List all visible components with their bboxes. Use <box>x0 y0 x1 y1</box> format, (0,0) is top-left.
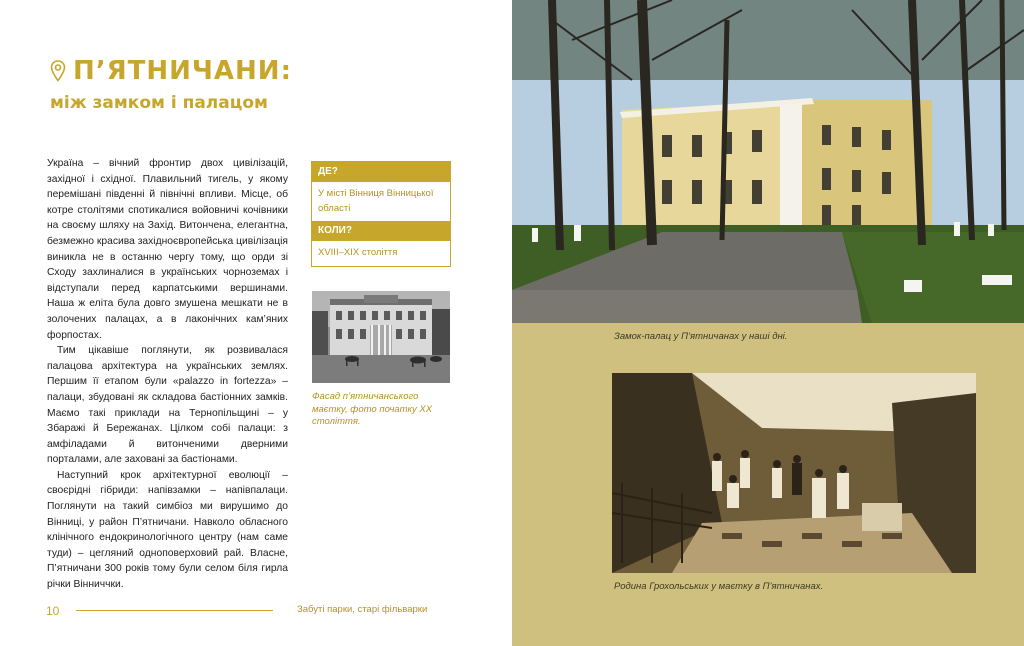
page-subtitle: між замком і палацом <box>50 93 268 113</box>
paragraph: Тим цікавіше поглянути, як розвивалася палацова архітектура на українських землях. Першим її етапом були «palazzo in fortezza» – палаци, збудовані як складова бастіонних замків. Маємо такі приклади на Тернопільщині – у Збаражі й Бережанах. Цілком собі палаци: з амфіладами й витонченими дверними порталами, але заховані за бастіонами. <box>47 345 288 466</box>
footer-divider <box>76 610 273 611</box>
book-title: Забуті парки, старі фільварки <box>297 604 428 615</box>
location-pin-icon <box>50 60 66 82</box>
family-photo <box>612 373 976 573</box>
where-label: ДЕ? <box>312 162 450 182</box>
paragraph: Україна – вічний фронтир двох цивілізацій, західної і східної. Плавильний тигель, у якому перемішані південні й північні впливи. Місце, об котре столітями спотикалися войовничі кочівники на своєму шляху на Захід. Витончена, елегантна, безмежно красива західноєвропейська цивілізація виникла не в останню чергу тому, що орди зі Сходу захлиналися в українських чорноземах і відступали перед карпатськими вершинами. Наша ж еліта була довго змушена мешкати не в золочених палацах, а в лаконічних кам’яних форпостах. <box>47 158 288 341</box>
where-value: У місті Вінниця Вінницької області <box>318 188 434 214</box>
castle-photo <box>512 0 1024 323</box>
when-label: КОЛИ? <box>312 221 450 241</box>
page-title: П’ЯТНИЧАНИ: <box>73 56 292 86</box>
right-page <box>512 0 1024 646</box>
article-body <box>47 156 288 593</box>
facade-caption: Фасад п’ятничанського маєтку, фото початку XX століття. <box>312 391 433 427</box>
castle-caption: Замок-палац у П’ятничанах у наші дні. <box>614 331 788 342</box>
paragraph: Наступний крок архітектурної еволюції – своєрідні гібриди: напівзамки – напівпалаци. Поглянути на такий симбіоз ми вирушимо до Вінниці, у район П’ятничани. Навколо обласного клінічного ендокринологічного центру (нам саме туди) – цегляний одноповерховий рай. Власне, П’ятничани 300 років тому були селом біля гирла річки Вінниччки. <box>47 469 288 591</box>
facade-photo <box>312 291 450 383</box>
family-caption: Родина Грохольських у маєтку в П’ятничанах. <box>614 581 824 592</box>
page-number: 10 <box>46 604 60 618</box>
info-box <box>311 161 451 267</box>
when-value: XVIII–XIX століття <box>318 247 398 258</box>
